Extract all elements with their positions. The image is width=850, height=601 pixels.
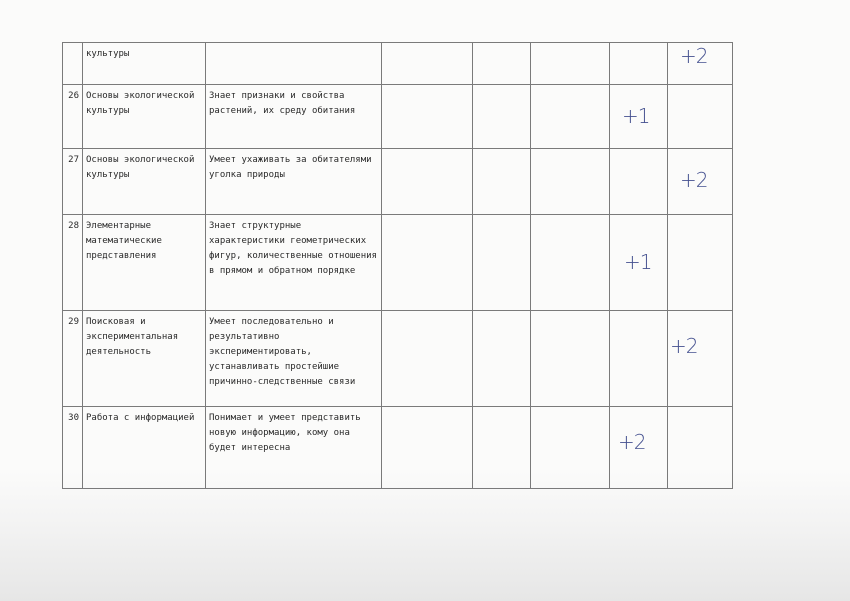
- table-row: [63, 215, 733, 311]
- education-area: культуры: [83, 43, 206, 85]
- empty-cell: [382, 85, 473, 149]
- education-area: Работа с информацией: [83, 407, 206, 489]
- mark-cell-col1: [610, 311, 668, 407]
- row-number: 27: [63, 149, 83, 215]
- empty-cell: [531, 43, 610, 85]
- row-number: 29: [63, 311, 83, 407]
- mark-cell-col1: [610, 43, 668, 85]
- education-area: Основы экологической культуры: [83, 85, 206, 149]
- empty-cell: [531, 311, 610, 407]
- mark-cell-col2: [668, 85, 733, 149]
- mark-cell-col1: [610, 407, 668, 489]
- criterion: Умеет ухаживать за обитателями уголка природы: [206, 149, 382, 215]
- row-number: 28: [63, 215, 83, 311]
- table-row: [63, 407, 733, 489]
- criterion: [206, 43, 382, 85]
- assessment-table: [62, 42, 733, 489]
- empty-cell: [382, 407, 473, 489]
- empty-cell: [531, 407, 610, 489]
- mark-cell-col1: [610, 85, 668, 149]
- empty-cell: [473, 85, 531, 149]
- mark-cell-col2: [668, 43, 733, 85]
- empty-cell: [531, 215, 610, 311]
- empty-cell: [382, 311, 473, 407]
- table-row: [63, 43, 733, 85]
- table-row: [63, 311, 733, 407]
- mark-cell-col2: [668, 311, 733, 407]
- empty-cell: [382, 43, 473, 85]
- handwritten-mark: +2: [618, 430, 646, 454]
- handwritten-mark: +2: [680, 44, 708, 68]
- handwritten-mark: +1: [624, 250, 652, 274]
- criterion: Знает признаки и свойства растений, их среду обитания: [206, 85, 382, 149]
- table-row: [63, 85, 733, 149]
- empty-cell: [531, 85, 610, 149]
- scan-shadow: [0, 471, 850, 601]
- education-area: Основы экологической культуры: [83, 149, 206, 215]
- row-number: [63, 43, 83, 85]
- handwritten-mark: +2: [670, 334, 698, 358]
- handwritten-mark: +1: [622, 104, 650, 128]
- education-area: Элементарные математические представления: [83, 215, 206, 311]
- mark-cell-col1: [610, 215, 668, 311]
- mark-cell-col2: [668, 149, 733, 215]
- mark-cell-col2: [668, 215, 733, 311]
- empty-cell: [382, 149, 473, 215]
- empty-cell: [473, 43, 531, 85]
- empty-cell: [473, 311, 531, 407]
- mark-cell-col1: [610, 149, 668, 215]
- empty-cell: [382, 215, 473, 311]
- empty-cell: [473, 407, 531, 489]
- empty-cell: [531, 149, 610, 215]
- row-number: 30: [63, 407, 83, 489]
- handwritten-mark: +2: [680, 168, 708, 192]
- empty-cell: [473, 149, 531, 215]
- criterion: Знает структурные характеристики геометрических фигур, количественные отношения в прямом и обратном порядке: [206, 215, 382, 311]
- mark-cell-col2: [668, 407, 733, 489]
- criterion: Понимает и умеет представить новую информацию, кому она будет интересна: [206, 407, 382, 489]
- criterion: Умеет последовательно и результативно экспериментировать, устанавливать простейшие причинно-следственные связи: [206, 311, 382, 407]
- row-number: 26: [63, 85, 83, 149]
- education-area: Поисковая и экспериментальная деятельность: [83, 311, 206, 407]
- table-row: [63, 149, 733, 215]
- empty-cell: [473, 215, 531, 311]
